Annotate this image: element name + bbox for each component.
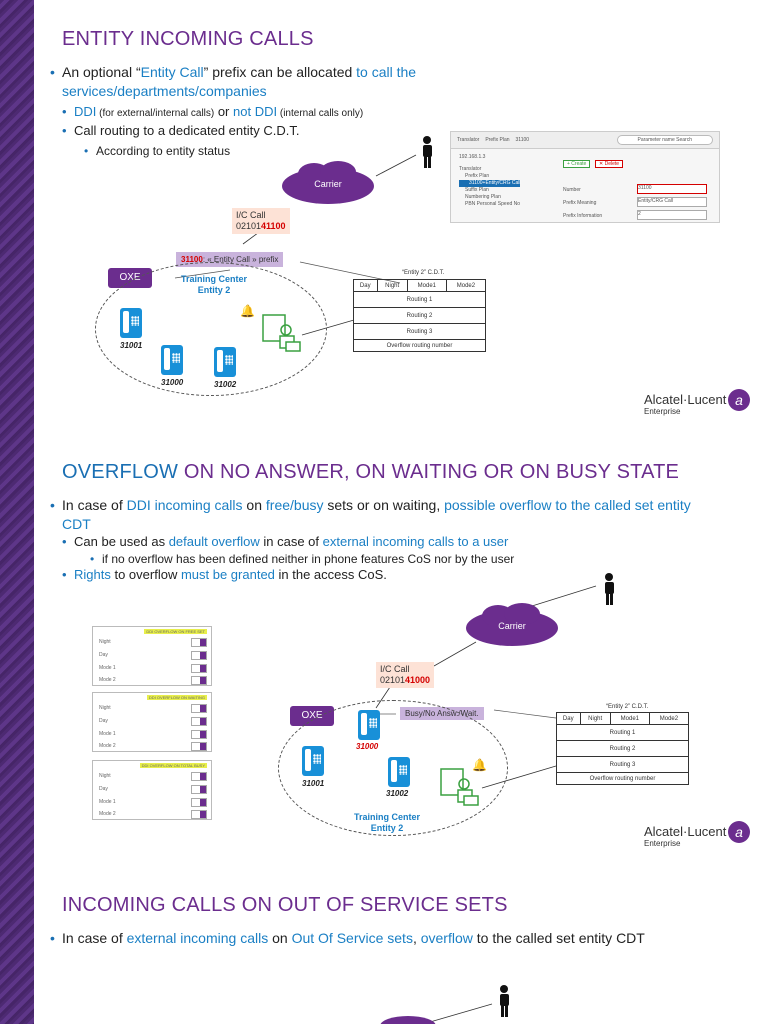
text-highlight: Entity Call — [140, 64, 204, 80]
carrier-label: Carrier — [314, 179, 342, 190]
cdt-header: Night — [580, 713, 610, 725]
section2-sub1 — [74, 533, 508, 551]
form-row-label: Day — [99, 786, 108, 792]
training-center-label — [175, 274, 253, 296]
form-row-label: Night — [99, 705, 111, 711]
cdt-header: Night — [377, 280, 407, 292]
phone-icon — [161, 345, 183, 375]
logo-mark-icon: a — [728, 821, 750, 843]
breadcrumb-item[interactable]: Translator — [457, 137, 480, 143]
config-screenshot — [450, 131, 720, 223]
form-header: DDI OVERFLOW ON FREE SET — [146, 629, 205, 634]
logo-name: Alcatel·Lucent — [644, 392, 727, 407]
cdt-header: Day — [557, 713, 581, 725]
text-highlight: possible overflow to the called set entity CDT — [62, 497, 691, 532]
form-header: DDI OVERFLOW ON WAITING — [148, 695, 205, 700]
cdt-routing: Routing 2 — [354, 308, 486, 324]
ic-call-label: I/C Call — [380, 664, 410, 674]
ic-call-box — [232, 208, 290, 234]
person-icon — [418, 135, 436, 174]
delete-button[interactable]: ✕ Delete — [595, 160, 623, 168]
cdt-header: Mode1 — [610, 713, 649, 725]
form-row-label: Mode 2 — [99, 677, 116, 683]
cdt-header: Day — [354, 280, 378, 292]
form-row-label: Mode 2 — [99, 743, 116, 749]
tree-item[interactable]: Suffix Plan — [465, 187, 489, 193]
form-row-label: Day — [99, 652, 108, 658]
form-row-label: Mode 1 — [99, 731, 116, 737]
text-highlight: not DDI — [233, 104, 278, 119]
cdt-routing: Routing 3 — [354, 324, 486, 340]
breadcrumb-item[interactable]: 31100 — [515, 137, 530, 143]
field-labels — [563, 184, 602, 223]
text: In case of — [62, 497, 127, 513]
cdt-overflow: Overflow routing number — [557, 773, 689, 785]
tree-item[interactable]: Numbering Plan — [465, 194, 501, 200]
phone-number: 31001 — [120, 341, 143, 350]
text: In case of — [62, 930, 127, 946]
phone-icon — [302, 746, 324, 776]
phone-number: 31002 — [386, 789, 409, 798]
phone-icon — [388, 757, 410, 787]
cdt-header: Mode2 — [446, 280, 485, 292]
tree-item[interactable]: Prefix Plan — [465, 173, 490, 179]
field-label: Prefix Information — [563, 213, 603, 219]
tree — [459, 166, 520, 208]
tree-item[interactable]: Translator — [459, 166, 482, 172]
carrier-cloud — [278, 160, 378, 208]
cdt-overflow: Overflow routing number — [354, 340, 486, 352]
form-header: DDI OVERFLOW ON TOTAL BUSY — [141, 763, 205, 768]
field-label: Prefix Meaning — [563, 200, 597, 206]
cdt-title: “Entity 2” C.D.T. — [402, 270, 445, 276]
field-label: Number — [563, 187, 581, 193]
text-small: (for external/internal calls) — [96, 108, 215, 119]
company-logo — [644, 392, 743, 416]
cdt-header: Mode1 — [407, 280, 446, 292]
form-row-label: Mode 2 — [99, 811, 116, 817]
form-row-label: Mode 1 — [99, 799, 116, 805]
text: Call routing to a dedicated entity C.D.T. — [74, 123, 300, 138]
phone-icon — [214, 347, 236, 377]
section3-title: INCOMING CALLS ON OUT OF SERVICE SETS — [62, 894, 508, 916]
phone-icon — [120, 308, 142, 338]
section1-title: ENTITY INCOMING CALLS — [62, 28, 314, 50]
carrier-label: Carrier — [498, 621, 526, 632]
text: An optional “ — [62, 64, 141, 80]
text-highlight: DDI — [74, 104, 97, 119]
bell-icon: 🔔 — [240, 304, 255, 318]
cdt-table — [353, 279, 486, 352]
phone-number: 31000 — [161, 378, 184, 387]
phone-number: 31001 — [302, 779, 325, 788]
phone-icon — [358, 710, 380, 740]
create-button[interactable]: + Create — [563, 160, 590, 168]
phone-number: 31000 — [356, 742, 379, 751]
title-highlight: OVERFLOW — [62, 461, 179, 483]
text: to overflow — [110, 567, 181, 582]
text: According to entity status — [96, 144, 231, 158]
breadcrumb-item[interactable]: Prefix Plan — [485, 137, 510, 143]
entity-group-icon — [262, 314, 296, 346]
training-center-label — [348, 812, 426, 834]
form-row-label: Night — [99, 639, 111, 645]
text: or — [214, 104, 234, 119]
text-highlight: overflow — [420, 930, 473, 946]
text: in the access CoS. — [274, 567, 387, 582]
form-row-label: Day — [99, 718, 108, 724]
section2-title — [62, 461, 679, 484]
tc-entity: Entity 2 — [197, 285, 231, 295]
form-row-label: Mode 1 — [99, 665, 116, 671]
text-highlight: must be granted — [180, 567, 275, 582]
cdt-routing: Routing 3 — [557, 757, 689, 773]
logo-sub: Enterprise — [644, 407, 681, 416]
ic-call-label: I/C Call — [236, 210, 266, 220]
text-highlight: default overflow — [168, 534, 260, 549]
prefix-number: 31100 — [181, 255, 203, 264]
text-small: (internal calls only) — [277, 108, 364, 119]
text-highlight: to call the services/departments/companies — [62, 64, 417, 99]
person-icon — [600, 572, 618, 611]
diagram3-partial — [370, 1000, 500, 1024]
text: Can be used as — [74, 534, 169, 549]
ic-call-prefix: 02101 — [236, 221, 262, 231]
bell-icon: 🔔 — [472, 758, 487, 772]
ic-call-number: 41000 — [405, 675, 431, 685]
text-highlight: free/busy — [265, 497, 324, 513]
text: to the called set entity CDT — [472, 930, 645, 946]
tree-item[interactable]: 31100+Entity/CRG Call — [459, 180, 520, 187]
search-input[interactable]: Parameter name Search — [617, 135, 713, 145]
text: on — [268, 930, 292, 946]
cdt-routing: Routing 1 — [557, 725, 689, 741]
prefix-info-field[interactable]: 2 — [637, 210, 707, 220]
text: in case of — [259, 534, 323, 549]
cdt-title: “Entity 2” C.D.T. — [606, 704, 649, 710]
oxe-badge: OXE — [108, 268, 152, 288]
text: , — [412, 930, 421, 946]
ic-call-box — [376, 662, 434, 688]
logo-mark-icon: a — [728, 389, 750, 411]
tree-item[interactable]: PBN Personal Speed No — [465, 201, 521, 207]
cdt-routing: Routing 2 — [557, 741, 689, 757]
logo-name: Alcatel·Lucent — [644, 824, 727, 839]
ic-call-prefix: 02101 — [380, 675, 406, 685]
section3-bullet — [62, 929, 732, 948]
text-highlight: external incoming calls — [126, 930, 269, 946]
text-highlight: external incoming calls to a user — [322, 534, 509, 549]
text-highlight: DDI incoming calls — [126, 497, 243, 513]
oxe-badge: OXE — [290, 706, 334, 726]
text-highlight: Rights — [74, 567, 111, 582]
tc-name: Training Center — [353, 812, 420, 822]
cdt-routing: Routing 1 — [354, 292, 486, 308]
busy-label: Busy/No Answ./Wait. — [400, 707, 484, 720]
company-logo — [644, 824, 743, 848]
text: sets or on waiting, — [323, 497, 445, 513]
entity-group-icon — [440, 768, 474, 800]
cdt-table — [556, 712, 689, 785]
text: on — [242, 497, 266, 513]
number-field[interactable]: 31100 — [637, 184, 707, 194]
breadcrumb — [451, 132, 719, 149]
logo-sub: Enterprise — [644, 839, 681, 848]
text-highlight: Out Of Service sets — [291, 930, 413, 946]
title-rest: ON NO ANSWER, ON WAITING OR ON BUSY STATE — [178, 461, 680, 483]
ic-call-number: 41100 — [261, 221, 286, 231]
text: if no overflow has been defined neither in phone features CoS nor by the user — [102, 552, 515, 566]
form-row-label: Night — [99, 773, 111, 779]
text: ” prefix can be allocated — [203, 64, 357, 80]
section2-bullet1 — [62, 496, 722, 534]
carrier-cloud — [462, 602, 562, 650]
prefix-text: : « Entity Call » prefix — [202, 255, 279, 264]
tc-entity: Entity 2 — [370, 823, 404, 833]
prefix-meaning-select[interactable]: Entity/CRG Call — [637, 197, 707, 207]
phone-number: 31002 — [214, 380, 237, 389]
cdt-header: Mode2 — [649, 713, 688, 725]
tc-name: Training Center — [180, 274, 247, 284]
ip-address: 192.168.1.3 — [459, 154, 486, 160]
